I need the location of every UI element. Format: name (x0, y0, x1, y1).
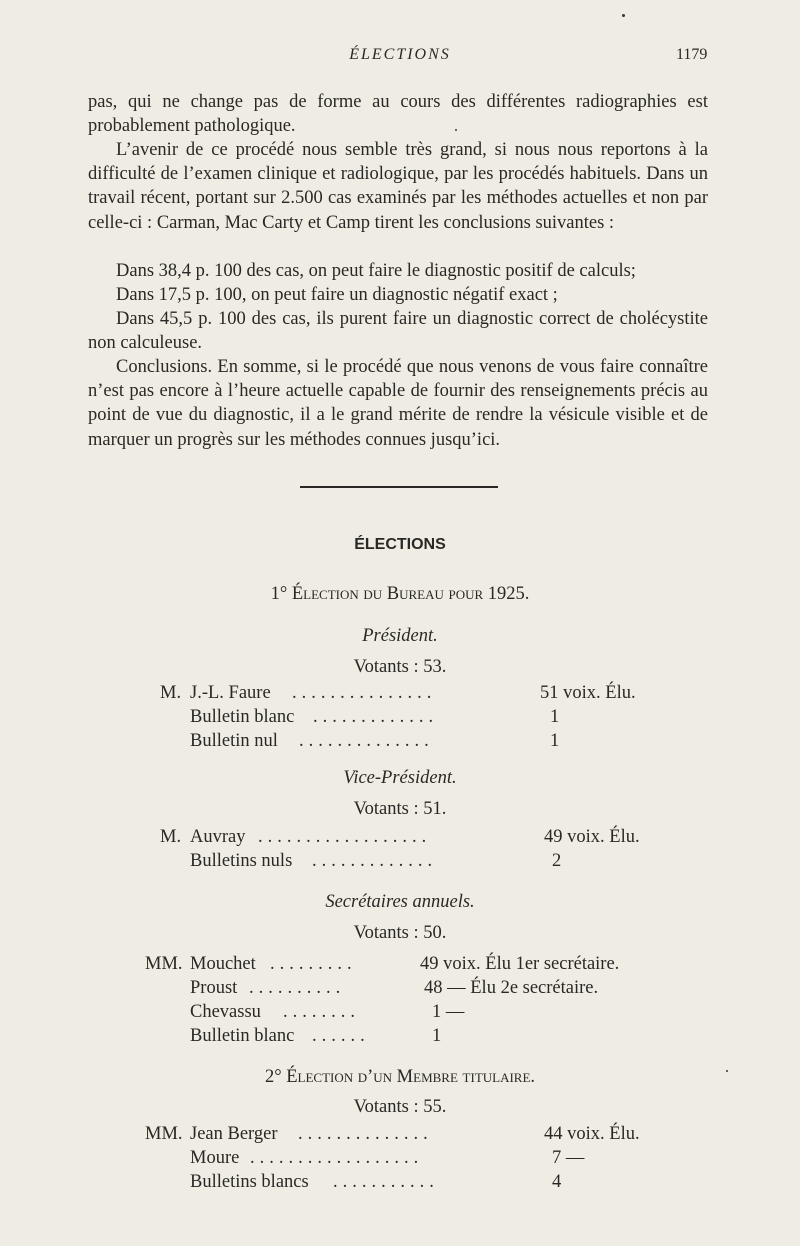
vote-result: 1 — (432, 1002, 465, 1022)
civility-prefix: MM. (145, 954, 183, 974)
dot-leader: .............. (299, 731, 434, 751)
body-paragraph: Conclusions. En somme, si le procédé que nous venons de vous faire connaître n’est pas encore à l’heure actuelle capable de fournir des renseignements précis au point de vue du diagnostic, il a le grand mérite de rendre la vésicule visible et de marquer un progrès sur les méthodes connues jusqu’ici. (88, 357, 708, 450)
dot-leader: ............. (313, 707, 439, 727)
body-paragraph: Dans 38,4 p. 100 des cas, on peut faire le diagnostic positif de calculs; (116, 261, 636, 281)
vote-result: 44 voix. Élu. (544, 1124, 640, 1144)
body-paragraph: L’avenir de ce procédé nous semble très grand, si nous nous reportons à la difficulté de l’examen clinique et radiologique, par les procédés habituels. Dans un travail récent, portant sur 2.500 cas examinés par les méthodes actuelles et non par celle-ci : Carman, Mac Carty et Camp tirent les conclusions suivantes : (88, 140, 708, 233)
candidate-name: Auvray (190, 827, 246, 847)
print-speck (726, 1070, 728, 1072)
running-title: ÉLECTIONS (349, 46, 451, 63)
election-heading-bureau: 1° Élection du Bureau pour 1925. (270, 584, 530, 604)
dot-leader: ............... (292, 683, 437, 703)
print-speck (622, 14, 625, 17)
section-divider (300, 486, 498, 488)
candidate-name: Bulletin blanc (190, 707, 295, 727)
body-paragraph: pas, qui ne change pas de forme au cours des différentes radiographies est probablement pathologique. (88, 92, 708, 137)
dot-leader: .................. (250, 1148, 424, 1168)
election-heading-membre: 2° Élection d’un Membre titulaire. (264, 1067, 536, 1087)
vote-result: 1 (550, 731, 560, 751)
candidate-name: Mouchet (190, 954, 256, 974)
elections-title: ÉLECTIONS (354, 536, 446, 553)
body-paragraph: Dans 45,5 p. 100 des cas, ils purent faire un diagnostic correct de cholécystite non calculeuse. (88, 309, 708, 354)
votants-count: Votants : 51. (353, 799, 447, 819)
candidate-name: Bulletins nuls (190, 851, 293, 871)
dot-leader: .............. (298, 1124, 433, 1144)
candidate-name: Bulletins blancs (190, 1172, 309, 1192)
vote-result: 51 voix. Élu. (540, 683, 636, 703)
candidate-name: Chevassu (190, 1002, 261, 1022)
dot-leader: .......... (249, 978, 346, 998)
page-number: 1179 (676, 46, 708, 63)
votants-count: Votants : 53. (353, 657, 447, 677)
candidate-name: Jean Berger (190, 1124, 278, 1144)
vote-result: 49 voix. Élu. (544, 827, 640, 847)
vote-result: 7 — (552, 1148, 585, 1168)
vote-result: 1 (432, 1026, 442, 1046)
vote-result: 4 (552, 1172, 562, 1192)
president-title: Président. (362, 626, 438, 646)
body-paragraph: Dans 17,5 p. 100, on peut faire un diagnostic négatif exact ; (116, 285, 558, 305)
print-speck (455, 129, 457, 131)
candidate-name: Bulletin nul (190, 731, 278, 751)
candidate-name: Moure (190, 1148, 240, 1168)
vote-result: 48 — Élu 2e secrétaire. (424, 978, 599, 998)
civility-prefix: MM. (145, 1124, 183, 1144)
dot-leader: ........... (333, 1172, 439, 1192)
vote-result: 2 (552, 851, 562, 871)
dot-leader: ......... (270, 954, 357, 974)
vice-president-title: Vice-Président. (343, 768, 457, 788)
votants-count: Votants : 50. (353, 923, 447, 943)
candidate-name: Bulletin blanc (190, 1026, 295, 1046)
dot-leader: ...... (312, 1026, 370, 1046)
candidate-name: Proust (190, 978, 238, 998)
vote-result: 1 (550, 707, 560, 727)
civility-prefix: M. (160, 827, 182, 847)
votants-count: Votants : 55. (353, 1097, 447, 1117)
candidate-name: J.-L. Faure (190, 683, 271, 703)
dot-leader: .................. (258, 827, 432, 847)
secretaires-title: Secrétaires annuels. (325, 892, 475, 912)
dot-leader: ............. (312, 851, 438, 871)
vote-result: 49 voix. Élu 1er secrétaire. (420, 954, 620, 974)
dot-leader: ........ (283, 1002, 360, 1022)
civility-prefix: M. (160, 683, 182, 703)
